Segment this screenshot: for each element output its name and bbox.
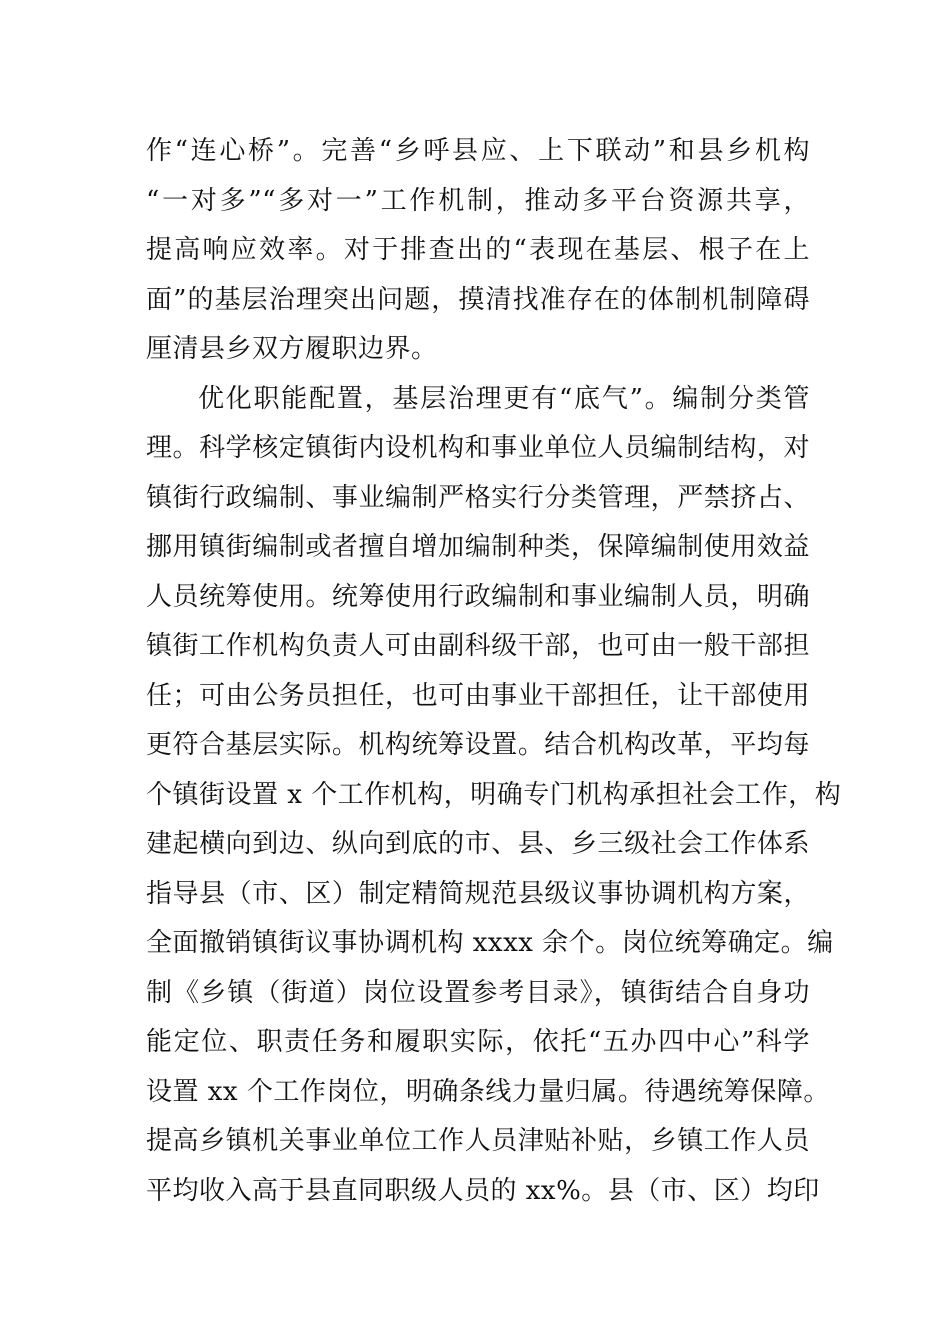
text-line: 理。科学核定镇街内设机构和事业单位人员编制结构，对 [146,433,810,463]
text-line: 制《乡镇（街道）岗位设置参考目录》，镇街结合自身功 [146,977,810,1008]
text-line: 建起横向到边、纵向到底的市、县、乡三级社会工作体系 [146,829,810,859]
text-line: 个镇街设置 x 个工作机构，明确专门机构承担社会工作，构 [146,779,842,810]
text-line: 镇街工作机构负责人可由副科级干部，也可由一般干部担 [146,631,810,661]
paragraph-first-line: 优化职能配置，基层治理更有“底气”。编制分类管 [198,383,810,414]
text-line: 提高乡镇机关事业单位工作人员津贴补贴，乡镇工作人员 [146,1126,810,1156]
body-text [146,127,842,1216]
text-line: 更符合基层实际。机构统筹设置。结合机构改革，平均每 [146,730,810,760]
text-line: 厘清县乡双方履职边界。 [146,334,438,364]
text-line: 能定位、职责任务和履职实际，依托“五办四中心”科学 [146,1027,810,1057]
text-line: “一对多”“多对一”工作机制，推动多平台资源共享， [146,185,810,216]
text-line: 全面撤销镇街议事协调机构 xxxx 余个。岗位统筹确定。编 [146,928,834,958]
text-line: 挪用镇街编制或者擅自增加编制种类，保障编制使用效益 [146,532,810,562]
text-line: 设置 xx 个工作岗位，明确条线力量归属。待遇统筹保障。 [146,1076,830,1107]
text-line: 面”的基层治理突出问题，摸清找准存在的体制机制障碍 [146,284,810,315]
text-line: 平均收入高于县直同职级人员的 xx%。县（市、区）均印 [146,1175,820,1206]
text-line: 镇街行政编制、事业编制严格实行分类管理，严禁挤占、 [146,482,810,513]
text-line: 人员统筹使用。统筹使用行政编制和事业编制人员，明确 [146,581,810,612]
text-line: 指导县（市、区）制定精简规范县级议事协调机构方案， [146,878,810,909]
text-line: 提高响应效率。对于排查出的“表现在基层、根子在上 [146,235,810,265]
text-line: 任；可由公务员担任，也可由事业干部担任，让干部使用 [146,680,810,711]
text-line: 作“连心桥”。完善“乡呼县应、上下联动”和县乡机构 [146,136,810,166]
